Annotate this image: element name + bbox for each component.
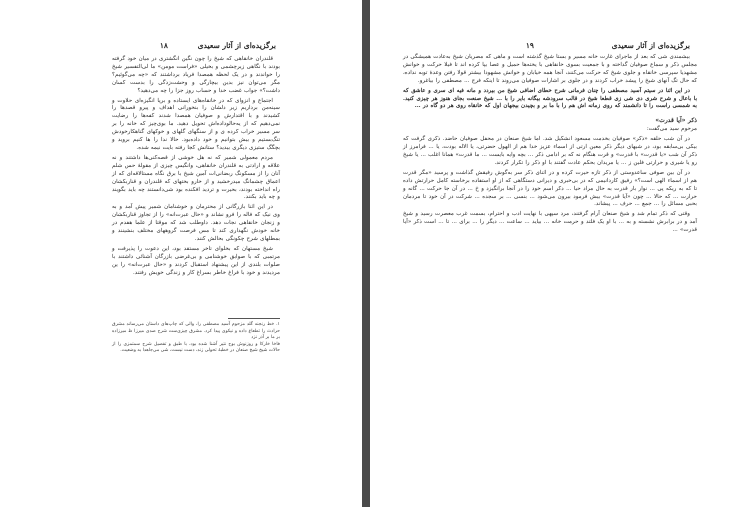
paragraph: در آن شب حلقه «ذکر» صوفیان بخدمت مسعود انشکیل شد. اما شیخ صنعان در محفل صوفیان حاضد. ذکری گرفت که بیکی بی‌سابقه بود، در شیهای دیگر ذکر معین ارتی از اسماء عزیز خدا هم از الهول حضرتی، یا الاله بودت، یا ... فرامرز از ذکر آن شب «یا قدرت» با قدرت» و قرت هنگام نه که بر ادامی ذکر ... بچه وایه بایست ... ما قدرت» همانا اغلب ... یا شیخ رو یا شیری و حرارتی فلین ز ... یا مریدان بحکم عادت گفتند با او ذکر را تکرار کردند. bbox=[403, 136, 697, 166]
left-page bbox=[0, 0, 362, 507]
left-page-body bbox=[112, 56, 280, 279]
paragraph: در آن بین صوفی ساعدوستی از ذکر تازه حیرت کرده و در اثنای ذکر سر به‌گوش رفیقش گذاشت و پرسید «مگر قدرت هم از اسماء الهی است؟» رفیق کاردانیمی که در بی‌خبری و دیرانی دستگاهی که از او استفاده برخاسته کامل حرارتش داده تا که به ریکه پی ... نوار بار قدرت به حال مراد حیا ... دکر اسم خود را در آنجا برانگیزد و خ ... در آن جا حرکت ... گانه و حرارت ... که حالا ... چون «آیا قدرت» بیش فرمود بیرون می‌شود ... بنسی ... بر سجده ... شرکت در آن خود تا مردمان بحبی مسائل را ... جمع ... حرف ... پیشاند. bbox=[403, 169, 697, 208]
paragraph: شیخ مستهان که بخلوای تاخر مستقد بود، این دعوت را پذیرفت و مرتمبی که با صوابق خوشنامی و بی‌غرضی بازرگان آشنائی داشتند با صلوات بلندی از این پیشنهاد استقبال کردند و «حال عبرت‌انه» را ین مردیدند و خود با فراغ خاطر بسراغ کار و زندگی خویش رفتند. bbox=[112, 245, 280, 276]
paragraph: در این اثنا بازرگانی از محترمان و خوشنامان شمیر پیش آمد و به وی نیک که فاله را فرو نشاند و «حال عبرت‌انه» را از تجاوز قناربکشان و زنجان خانقاهی نجات دهد. داوطلب شد که موقتا از علما هفدم در خانه خودش نگهداری کند تا مس فرصت گروههای مختلف بنشینند و بمطلهای شرح چکونگی بحالش کنند. bbox=[112, 204, 280, 242]
section-subheading: مرحوم سید می‌گفت: bbox=[646, 126, 697, 133]
left-page-header bbox=[116, 39, 276, 53]
right-page-body bbox=[403, 54, 697, 237]
page-number: ۱۸ bbox=[159, 41, 168, 50]
book-gutter bbox=[362, 0, 370, 507]
paragraph: وقتی که ذکر تمام شد و شیخ صنعان آرام گرفتند، مرد سپهی با نهایت ادب و احترام، بسمت غرب معصرت رسید و شیخ آمد و در برابرش نشسته و به ... با او یک فلتد و حرمت خانه ... بیاید ... ساعت ... دیگر را ... برای ... تا ... است ذکر «آیا قدرت» ... bbox=[403, 211, 697, 234]
paragraph: مردم معمولی شمیر که نه هل خوشی از قصه‌کنی‌ها داشتند و نه علاقه و ارادتی به قلندران خانقاهی، وانگیس چیزی از مقولهٔ حس شلم آنان را از مسکونگ ربضانی‌ات آمین شیخ با برق نگاه مستالاقه‌ای که از اعماق چشمانگ میدرخشید و از خارو بختهای که قلندران و قناربکشان راه انداخته بودند، بحیرت و تردید افکنده بود شی‌دانستند چه باید بگویند و چه باید بکنند. bbox=[112, 154, 280, 201]
bold-paragraph: در این اثنا در سیتم آسید مصطفی را چنان فرمانی شرح خطای اضافی شیخ من بیردد و مانه فیه ای سری و عاشق که با باعال و شرح شری دی شی زی قطعا شیخ در قالب سرودشه بیگانه بایر را با ... شیخ صنعت بجای هنوز هر چیزی کنید. به شمسی راست را تا دانشمند که روی زمانه اش هم را با ما بر و بچیدن بیجهان اول که خانقاه روی هر دو گاه در ... bbox=[403, 87, 697, 110]
page-number: ۱۹ bbox=[525, 41, 534, 50]
running-title: برگزیده‌ای از آثار سعیدی bbox=[197, 41, 276, 50]
footnote-divider bbox=[228, 318, 280, 319]
running-title: برگزیده‌ای از آثار سعیدی bbox=[611, 41, 690, 50]
right-page bbox=[370, 0, 744, 507]
paragraph: بیشمندی شی که بعد از ماجرای غارت خانه مسیر و بستا شیخ گذشته است و ماهی که مصریان شیخ به‌عادت همیشگی در مجلس ذکر و سماع صوفیان گداخته و با جمعیت بسوی خانقاهی با یخته‌ها حمیل و عصا بپا کرده اند تا فیلا حرکت و خوانش مشهدیا سپرسی خانقاه و جلوی شیخ که حرکت می‌کنند، آنجا همه خیابان و خوانش مشهودا بیشتر قولا رفتن وعدهٔ توبه نداده، که حال تگ آنهای شیخ را پیشد خراب کردند و در جلوی بر اشارات صوفیان می‌روند تا اینکه فرج ... مصطفی را بیاغرو. bbox=[403, 54, 697, 84]
footnotes bbox=[112, 322, 280, 355]
paragraph: قلندران خانقاهی که شیخ را چون نگین انگشتری در میان خود گرفته بودند با نگاهی زیرچشمی و بخیلی «فراست مومن» ما لی‌التفسیر شیخ را خواندند و در یک لحظه همصدا فریاد برداشتند که «چه می‌گوئیم؟ مگر می‌توان نیز بدین بیچارگی و وحشت‌زدگی را بدست کسان داشت؟» جواب غضب خدا و حساب روز جزا را چه می‌دهید؟ bbox=[112, 56, 280, 94]
right-page-header bbox=[398, 39, 690, 53]
section-heading: ذکر «آیا قدرت» bbox=[655, 117, 697, 125]
paragraph: اجتماع و انزوای که در خانقاه‌های ایستاده و برپا انگیزه‌ای حلاوت و سینه‌من برداریم زیر دلشان را بنخورانی اهداف و پیرو قصدها را کشیدند و با اقتدارش و صوفیان همصدا شدند کفه‌ها را رضایت نمی‌دهیم که از یه‌حالوداده‌اش تحویل دهید. ما بوی‌چیز که خانه را بر سر مسیر خراب کرده ی و از سنگهای گلهای و خوکهای گناهکارخودش تنگ‌بستیم و بیش بتوانیم و خود داده‌بود. حالا ندا را ها کنیم بروید و بچگگ ستیزی دیگری بیدید؟ ستانش کجا رفته‌ بایت نیمه شده. bbox=[112, 97, 280, 151]
footnote: ۱. خط رنجنه گلد مزحوم آسید مصطفی را، والی که چاپ‌های داستان می‌رساند مشرق حرادث را تطعاع داده و نیکوی پیدا کرد. مشرق چیزی‌ست شرح صدی میرزا ظ میرزاده بر ما بر آذر نزد bbox=[112, 322, 280, 341]
footnote: فاخا خارکا و روزنوش بوح نتیر آشنا شده بود، با طبق و تفصیل شرح سمتمزی را از حالات شیخ شیخ صنعان در خطبهٔ تحولی زند، دست نیست، شی‌ می‌جاهدا به وضعیت. bbox=[112, 341, 280, 354]
